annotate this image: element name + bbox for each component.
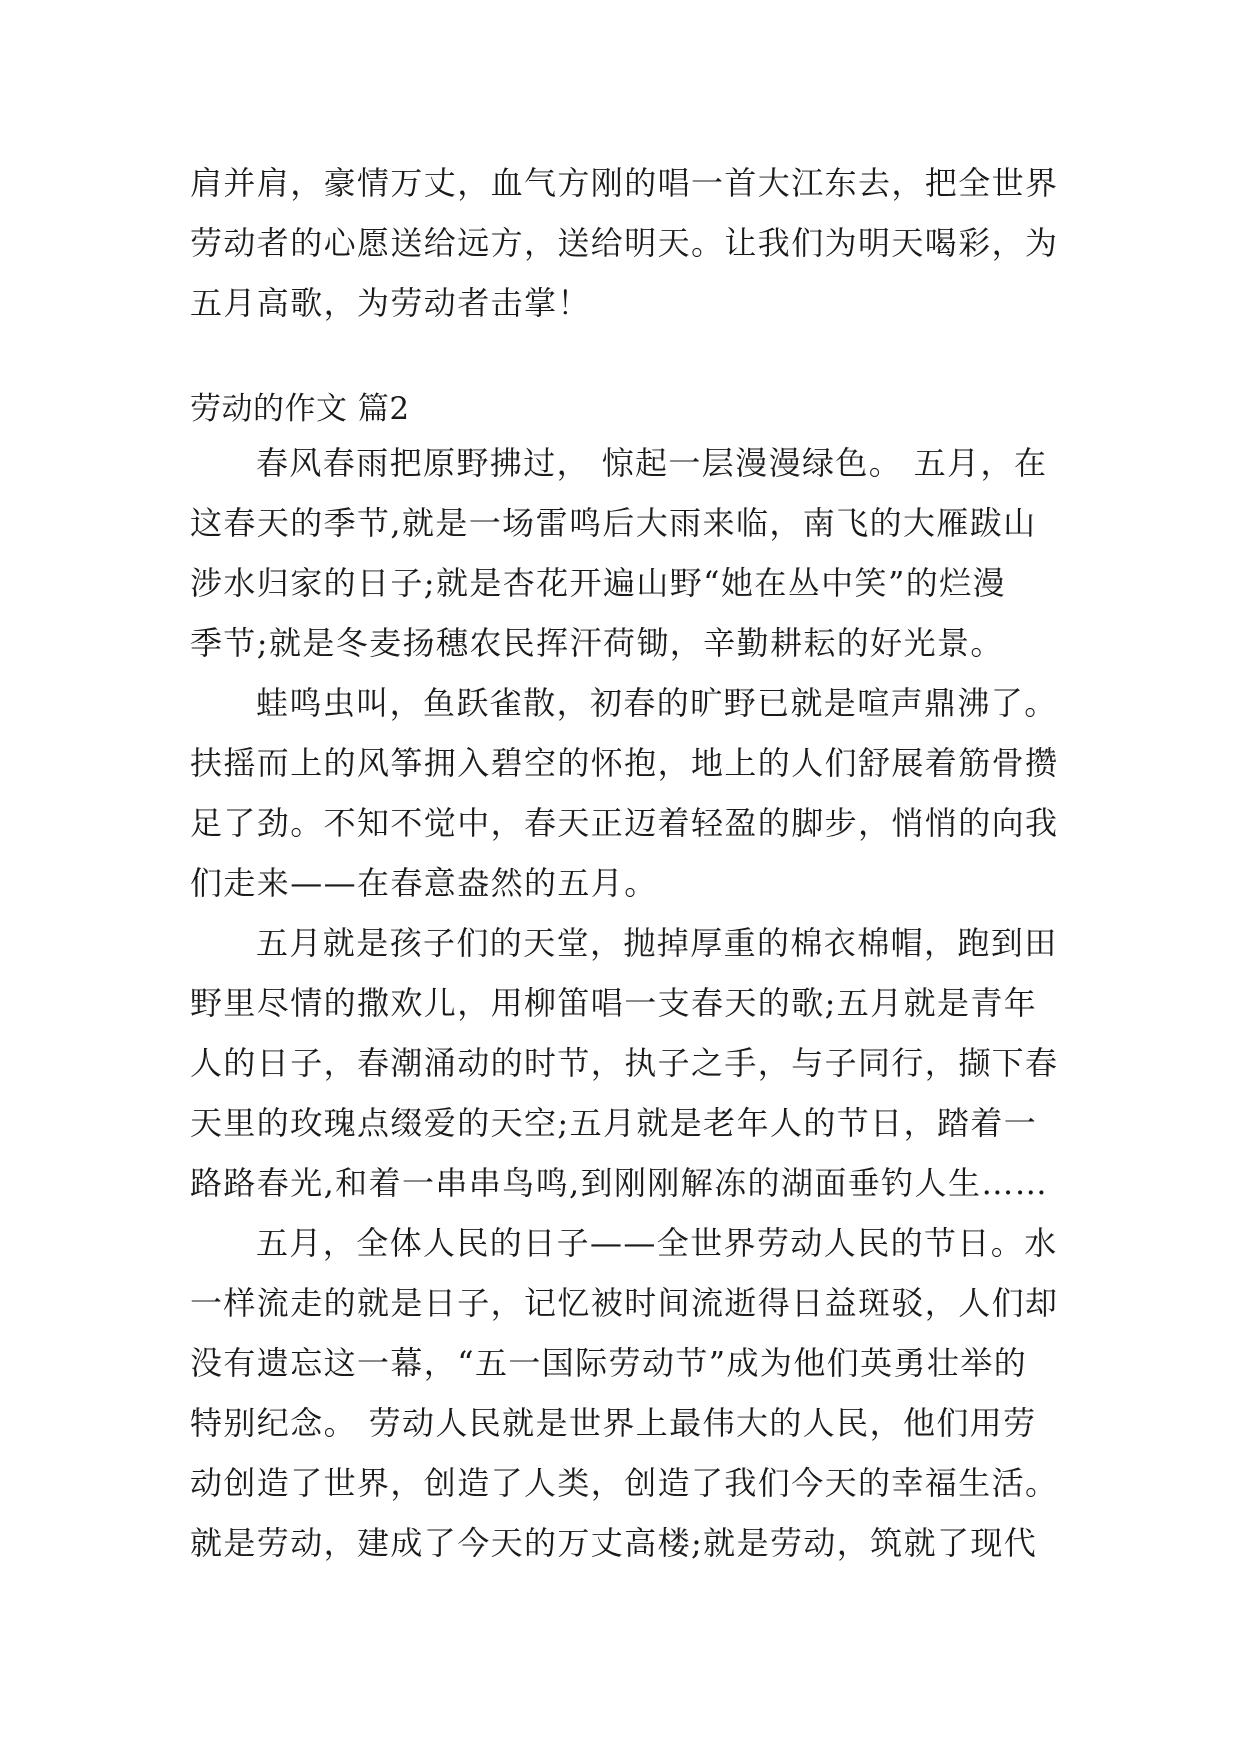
text-line: 季节;就是冬麦扬穗农民挥汗荷锄，辛勤耕耘的好光景。 — [190, 624, 1004, 662]
paragraph-4 — [190, 1223, 1070, 1563]
text-line: 涉水归家的日子;就是杏花开遍山野“她在丛中笑”的烂漫 — [190, 564, 1006, 602]
text-line: 没有遗忘这一幕，“五一国际劳动节”成为他们英勇壮举的 — [190, 1344, 1028, 1382]
text-line: 天里的玫瑰点缀爱的天空;五月就是老年人的节日，踏着一 — [190, 1104, 1038, 1142]
intro-paragraph — [190, 163, 1070, 323]
paragraph-1 — [190, 443, 1070, 663]
section-title: 劳动的作文 篇2 — [190, 391, 410, 427]
text-line: 五月，全体人民的日子——全世界劳动人民的节日。水 — [256, 1224, 1058, 1262]
text-line: 五月就是孩子们的天堂，抛掉厚重的棉衣棉帽，跑到田 — [256, 924, 1058, 962]
text-line: 一样流走的就是日子，记忆被时间流逝得日益斑驳，人们却 — [190, 1284, 1059, 1322]
text-line: 特别纪念。 劳动人民就是世界上最伟大的人民，他们用劳 — [190, 1404, 1037, 1442]
text-line: 五月高歌，为劳动者击掌！ — [190, 284, 591, 322]
text-line: 路路春光,和着一串串鸟鸣,到刚刚解冻的湖面垂钓人生…… — [190, 1164, 1049, 1202]
text-line: 动创造了世界，创造了人类，创造了我们今天的幸福生活。 — [190, 1464, 1059, 1502]
text-line: 这春天的季节,就是一场雷鸣后大雨来临，南飞的大雁跋山 — [190, 504, 1037, 542]
text-line: 扶摇而上的风筝拥入碧空的怀抱，地上的人们舒展着筋骨攒 — [190, 744, 1059, 782]
text-line: 们走来——在春意盎然的五月。 — [190, 864, 658, 902]
text-line: 肩并肩，豪情万丈，血气方刚的唱一首大江东去，把全世界 — [190, 164, 1059, 202]
text-line: 野里尽情的撒欢儿，用柳笛唱一支春天的歌;五月就是青年 — [190, 984, 1038, 1022]
text-line: 春风春雨把原野拂过， 惊起一层漫漫绿色。 五月，在 — [256, 444, 1048, 482]
text-line: 劳动者的心愿送给远方，送给明天。让我们为明天喝彩，为 — [190, 224, 1059, 262]
document-body — [190, 163, 1070, 1583]
paragraph-2 — [190, 683, 1070, 903]
text-line: 蛙鸣虫叫，鱼跃雀散，初春的旷野已就是喧声鼎沸了。 — [256, 684, 1058, 722]
paragraph-3 — [190, 923, 1070, 1203]
text-line: 就是劳动，建成了今天的万丈高楼;就是劳动，筑就了现代 — [190, 1524, 1038, 1562]
text-line: 人的日子，春潮涌动的时节，执子之手，与子同行，撷下春 — [190, 1044, 1059, 1082]
text-line: 足了劲。不知不觉中，春天正迈着轻盈的脚步，悄悄的向我 — [190, 804, 1059, 842]
